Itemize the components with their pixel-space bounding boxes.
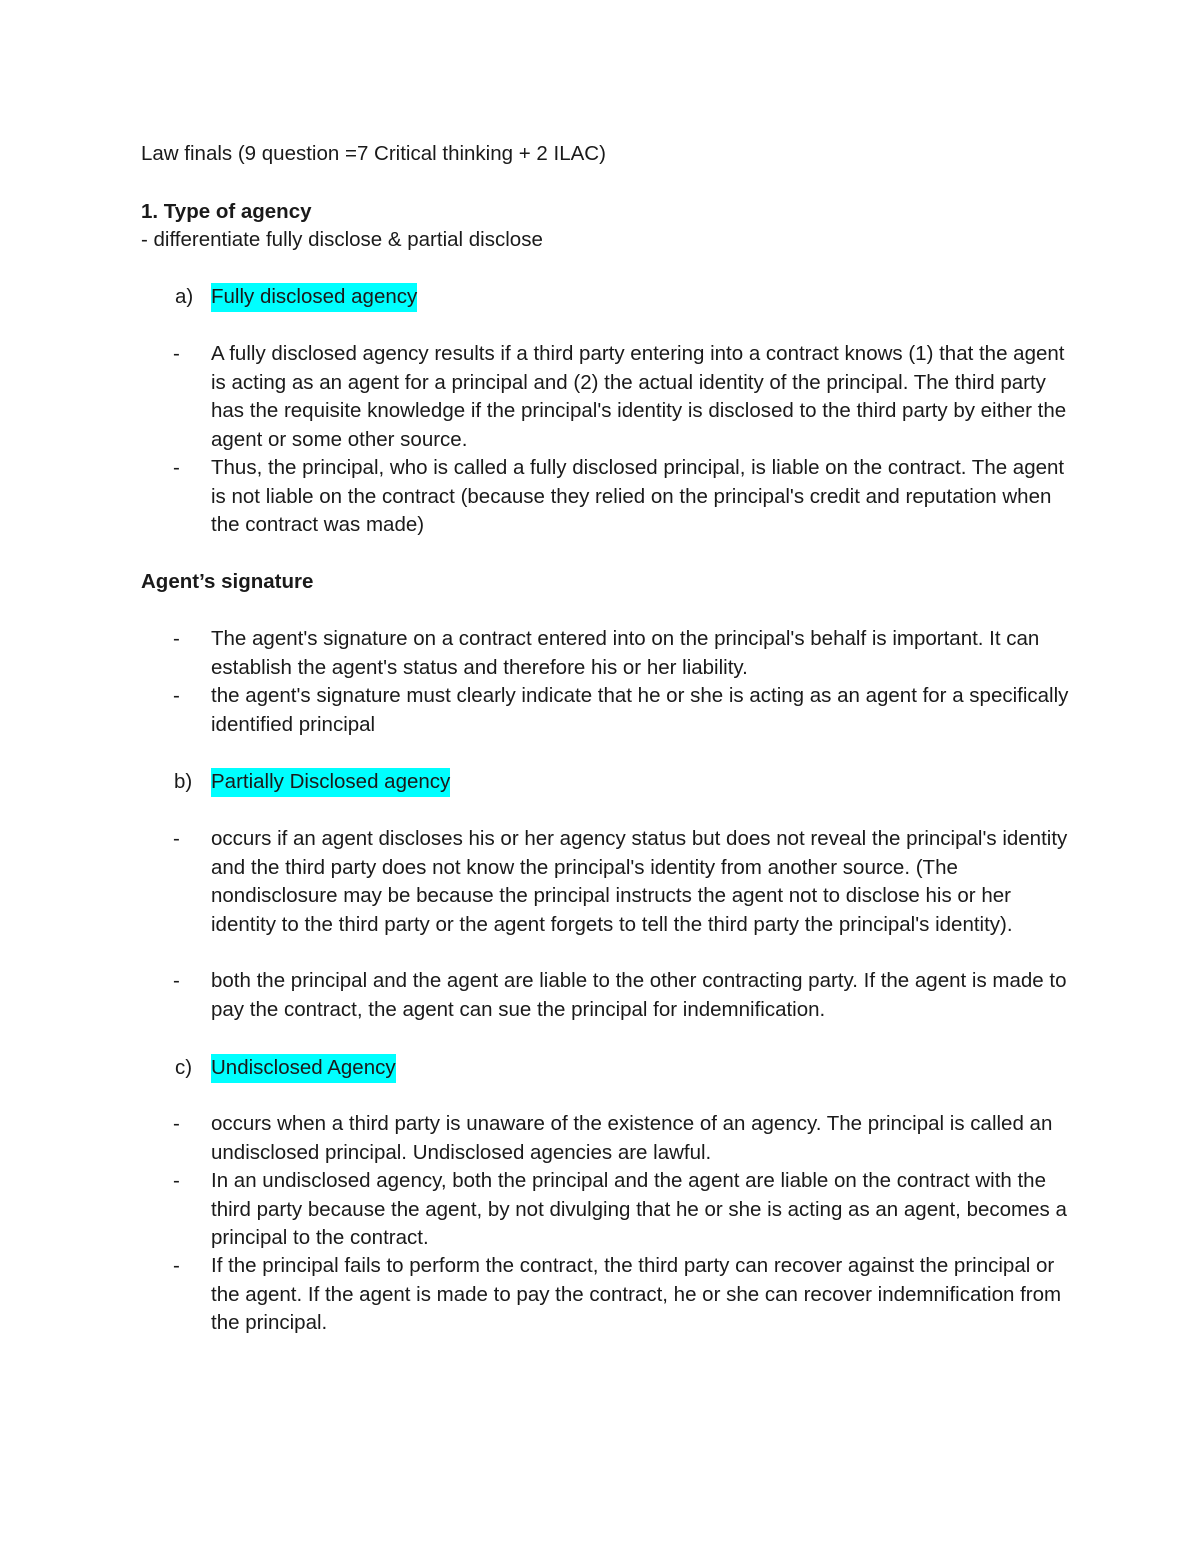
- highlighted-label: Undisclosed Agency: [211, 1054, 396, 1083]
- dash-marker: -: [173, 969, 180, 992]
- dash-marker: -: [173, 1169, 180, 1192]
- list-item-text: occurs if an agent discloses his or her agency status but does not reveal the principal's identity and the third party does not know the principal's identity from another source. (The nondisclosure may be because the principal instructs the agent not to disclose his or her identity to the third party or the agent forgets to tell the third party the principal's identity).: [211, 827, 1068, 936]
- dash-marker: -: [173, 1254, 180, 1277]
- document-title: Law finals (9 question =7 Critical thinking + 2 ILAC): [141, 142, 606, 165]
- section-subtitle: - differentiate fully disclose & partial disclose: [141, 228, 543, 251]
- dash-marker: -: [173, 627, 180, 650]
- list-item-text: occurs when a third party is unaware of the existence of an agency. The principal is called an undisclosed principal. Undisclosed agencies are lawful.: [211, 1112, 1053, 1164]
- list-item-text: In an undisclosed agency, both the principal and the agent are liable on the contract with the third party because the agent, by not divulging that he or she is acting as an agent, becomes a principal to the contract.: [211, 1169, 1067, 1249]
- dash-marker: -: [173, 1112, 180, 1135]
- section-heading-type-of-agency: 1. Type of agency: [141, 200, 312, 223]
- dash-marker: -: [173, 827, 180, 850]
- list-item-text: both the principal and the agent are liable to the other contracting party. If the agent is made to pay the contract, the agent can sue the principal for indemnification.: [211, 969, 1067, 1021]
- dash-marker: -: [173, 342, 180, 365]
- dash-marker: -: [173, 456, 180, 479]
- list-item-text: A fully disclosed agency results if a third party entering into a contract knows (1) that the agent is acting as an agent for a principal and (2) the actual identity of the principal. The third party has the requisite knowledge if the principal's identity is disclosed to the third party by either the agent or some other source.: [211, 342, 1067, 451]
- list-item-text: the agent's signature must clearly indicate that he or she is acting as an agent for a specifically identified principal: [211, 684, 1069, 736]
- highlighted-label: Fully disclosed agency: [211, 283, 417, 312]
- list-letter: a): [175, 285, 194, 308]
- dash-marker: -: [173, 684, 180, 707]
- list-item-text: Thus, the principal, who is called a fully disclosed principal, is liable on the contract. The agent is not liable on the contract (because they relied on the principal's credit and reputation when the contract was made): [211, 456, 1065, 536]
- list-item-text: The agent's signature on a contract entered into on the principal's behalf is important. It can establish the agent's status and therefore his or her liability.: [211, 627, 1040, 679]
- list-letter: b): [174, 770, 193, 793]
- list-letter: c): [175, 1056, 193, 1079]
- section-heading-agents-signature: Agent’s signature: [141, 570, 314, 593]
- highlighted-label: Partially Disclosed agency: [211, 768, 450, 797]
- list-item-text: If the principal fails to perform the contract, the third party can recover against the principal or the agent. If the agent is made to pay the contract, he or she can recover indemnification from the principal.: [211, 1254, 1062, 1334]
